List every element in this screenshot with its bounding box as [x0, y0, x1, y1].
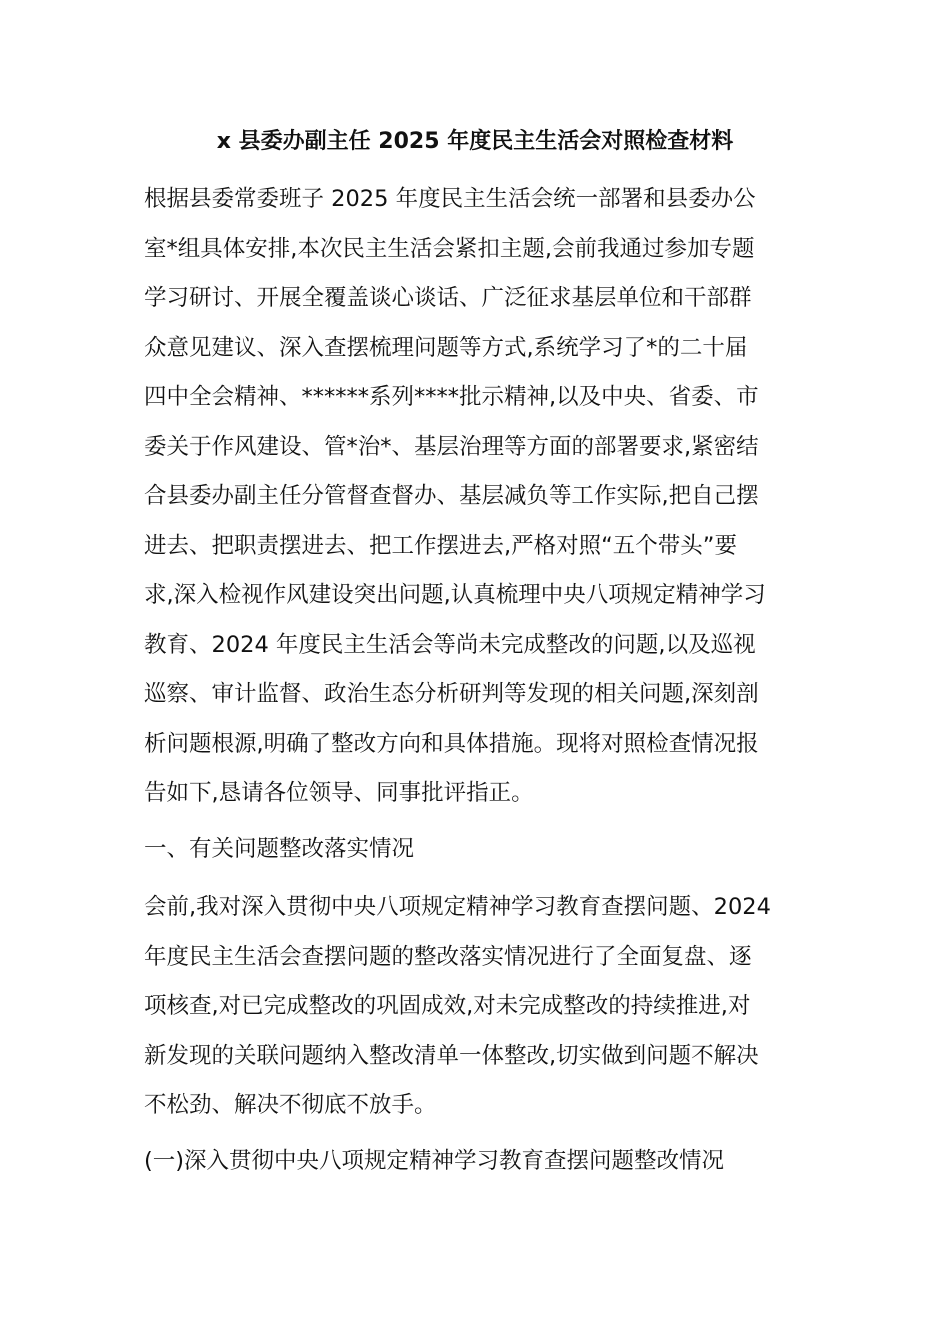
intro-paragraph	[144, 175, 809, 819]
intro-line: 巡察、审计监督、政治生态分析研判等发现的相关问题,深刻剖	[144, 681, 759, 707]
subsection-heading-text: (一)深入贯彻中央八项规定精神学习教育查摆问题整改情况	[144, 1148, 725, 1174]
intro-line: 告如下,恳请各位领导、同事批评指正。	[144, 780, 534, 806]
section-heading-text: 一、有关问题整改落实情况	[144, 836, 415, 862]
subsection-1-heading	[144, 1137, 809, 1187]
section-1-heading	[144, 825, 809, 875]
intro-line: 委关于作风建设、管*治*、基层治理等方面的部署要求,紧密结	[144, 433, 759, 460]
document-title: x 县委办副主任 2025 年度民主生活会对照检查材料	[216, 129, 734, 154]
section-1-line: 新发现的关联问题纳入整改清单一体整改,切实做到问题不解决	[144, 1042, 759, 1069]
intro-line: 众意见建议、深入查摆梳理问题等方式,系统学习了*的二十届	[144, 334, 748, 361]
intro-line: 根据县委常委班子 2025 年度民主生活会统一部署和县委办公	[144, 186, 756, 212]
section-1-line: 年度民主生活会查摆问题的整改落实情况进行了全面复盘、逐	[144, 943, 752, 970]
intro-line: 教育、2024 年度民主生活会等尚未完成整改的问题,以及巡视	[144, 631, 756, 658]
intro-line: 四中全会精神、******系列****批示精神,以及中央、省委、市	[144, 384, 759, 410]
intro-line: 析问题根源,明确了整改方向和具体措施。现将对照检查情况报	[144, 730, 759, 757]
intro-line: 室*组具体安排,本次民主生活会紧扣主题,会前我通过参加专题	[144, 235, 755, 262]
section-1-paragraph	[144, 883, 809, 1131]
section-1-line: 会前,我对深入贯彻中央八项规定精神学习教育查摆问题、2024	[144, 894, 771, 920]
intro-line: 进去、把职责摆进去、把工作摆进去,严格对照“五个带头”要	[144, 532, 737, 559]
section-1-line: 项核查,对已完成整改的巩固成效,对未完成整改的持续推进,对	[144, 993, 751, 1019]
section-1-line: 不松劲、解决不彻底不放手。	[144, 1092, 437, 1118]
intro-line: 合县委办副主任分管督查督办、基层减负等工作实际,把自己摆	[144, 483, 759, 509]
intro-line: 学习研讨、开展全覆盖谈心谈话、广泛征求基层单位和干部群	[144, 285, 752, 311]
intro-line: 求,深入检视作风建设突出问题,认真梳理中央八项规定精神学习	[144, 582, 766, 608]
